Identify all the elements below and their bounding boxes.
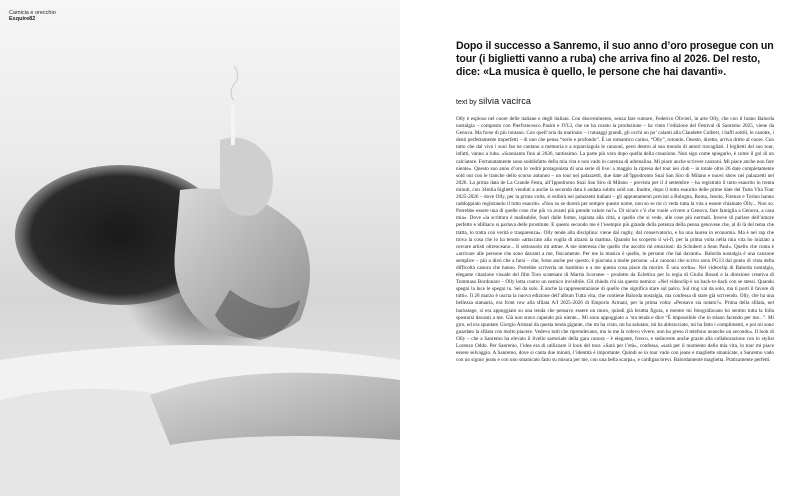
article-body [456,116,774,480]
section-label [9,10,56,22]
author-name: silvia vacirca [478,96,531,106]
section-name: Camicia e orecchio [9,10,56,16]
cigarette-shape [231,105,235,145]
magazine-name: Esquire82 [9,16,36,22]
byline [456,96,531,106]
byline-prefix: text by [456,99,477,106]
body-paragraph: Olly è esploso nel cuore delle italiane e degli italiani. Con discernimento, senza fare rumore, Federico Olivieri, in arte Olly, che con il brano Balorda nostalgia – composto con Pierfrancesco Pasini e JVLI, che ne ha curato la produzione – ha vinto l’edizione del Festival di Sanremo 2025, viene da Genova. Ma forse di più lontano. Con quell’aria da marinaio – i tatuaggi grandi, gli occhi un po’ calanti alla Claudette Colbert, i baffi sottili, le canotte, i denti perfettamente imperfetti – di uno che pensa “serio e profondo”. È un romantico carino, “Olly”, rotondo. Onesto, diretto, arriva dritto al cuore. Con tutto che dal vivo i suoi fan ne cantano a memoria e a squarciagola le canzoni, persi dentro al suo mondo di amori travagliati. I biglietti del suo tour, infatti, vanno a ruba. «Suoniamo fino al 2026, tantissimo. La parte più vera dopo quella della creazione. Non sigo come spiegarlo, è come il gol di un calciatore. Fortunatamente sono soddisfatto della mia vita e non vado in carenza di adrenalina. Mi piace anche scrivere canzoni. Mi piace anche non fare niente». Questo suo anno d’oro lo vedrà protagonista di una serie di live: a maggio la ripresa del tour nei club – in totale oltre 26 date completamente sold out con le tranche dello scorso autunno – un tour nei palazzetti, due date all’Ippodromo Snai San Siro di Milano e nuovi show nei palazzetti nel 2026. La prima data de La Grande Festa, all’Ippodromo Snai San Siro di Milano – prevista per il 4 settembre – ha registrato il tutto esaurito in trenta minuti, con 34mila biglietti venduti a anche la seconda data è andata subito sold out. Inoltre, dopo il tutto esaurito delle prime date del Tutta Vita Tour 2025-2026 – dove Olly, per la prima volta, si esibirà nei palazzetti italiani – gli appuntamenti previsti a Bologna, Roma, Jesolo, Firenze e Torino hanno raddoppiato registrando il tutto esaurito. «Non so se durerà per sempre questo nome, non so se mi ci vedo tutta la vita a essere chiamato Olly... Non so. Potrebbe essere una di quelle cose che più va avanti più prende valore no?». Di sicuro c’è che vuole «vivere a Genova, fare famiglia a Genova, a casa mia». Dove «la scrittura è malleabile, fuori dalle forme, ispirata alla città, a quello che si vede, alle cose più normali. Invece di parlare dell’amore perfetto e idilliaco si parlava delle prostitute. E questo secondo me è l’esempio più grande della potenza della penna genovese che, al di là del tema che tratta, lo tratta con verità e trasparenza». Olly tende alla disciplina: viene dal rugby, dal conservatorio, e ha una laurea in economia. Ma è nel rap che trova la cosa che lo ha tenuto «attaccato alla voglia di alzarsi la mattina. Quando ho scoperto il wi-fi, per la prima volta nella mia vita ho iniziato a cercare artisti oltreoceano... Il sottosuolo mi attrae. A me interessa che quello che ascolto mi emozioni: da Schubert a Sean Paul». Quello che conta è «arrivare alle persone che sono davanti a me, fisicamente. Per me la musica è quello, le persone che hai davanti». Balorda nostalgia è una canzone semplice – più a dirsi che a farsi – che, forse anche per questo, è piaciuta a molte persone. «Le canzoni che scrivo sono PG13 dal punto di vista della difficoltà canora che hanno. Potrebbe scriverla un bambino e a me questa cosa piace da morire. È una scelta». Nel videoclip di Balorda nostalgia, elegante citazione visuale del film Toro scatenato di Martin Scorsese – prodotto da Eclettica per la regia di Giulio Rosati e la direzione creativa di Tommaso Bordonaro – Olly lotta contro un nemico invisibile. Gli chiedo chi sia questo nemico: «Nel videoclip è un back-to-back con se stessi. Quando spegni la luce le spegni tu. Sei da solo. È anche la rappresentazione di quello che significa stare sul palco. Sul ring vai da solo, ma ti porti il favore di tutti». Il 28 marzo è uscita la nuova edizione dell’album Tutta vita, che contiene Balorda nostalgia, ma confessa di stare già scrivendo. Olly, che ha una bellezza statuaria, era front row alla sfilata A/I 2025-2026 di Emporio Armani, per la prima volta: «Pensavo sia notato?». Prima della sfilata, nel backstage, si era appoggiato su una tenda che pensavo essere un muro, quindi già bruttta figura, e mentre mi fotografavano ho sentito tutta la folla spostarsi davanti a me. Già non stavo capendo più niente... Mi sono appoggiato a ‘sta tenda e dice “È impossibile che lo stiano facendo per me...”. Mi giro, ed era spuntato Giorgio Armani da questa tenda gigante, che mi ha visto, mi ha salutato, mi ha abbracciato, mi ha fatto i complimenti, e poi mi sono guardato la sfilata con molto piacere. Vedevo tutti che riprendevano, ma io me la volevo vivere, non ho preso il telefono neanche un secondo». Il look di Olly – che a Sanremo ha elevato il livello sartoriale della gara canora – è elegante, fresco, e seducente anche grazie alla collaborazione con lo stylist Lorenzo Oddo. Per Sanremo, l’idea era di utilizzare il look del tour. «Sarà per l’età», confessa, «sarà per il momento della mia vita, in tour mi piace essere selvaggio. A Sanremo, dove si canta due minuti, l’identità è importante. Quindi se in tour vado con jeans e magliette smanicate, a Sanremo vado con un signor jeans e con uno smanicato fatto su misura per me, con una bella scarpa», e cardigan brevi. Balordamente maglietta. Praticamente perfetti. [456,116,774,364]
article-page [400,0,800,496]
article-headline: Dopo il successo a Sanremo, il suo anno d’oro prosegue con un tour (i biglietti vanno a ruba) che arriva fino al 2026. Del resto, dice: «La musica è quello, le persone che hai davanti». [456,40,774,78]
